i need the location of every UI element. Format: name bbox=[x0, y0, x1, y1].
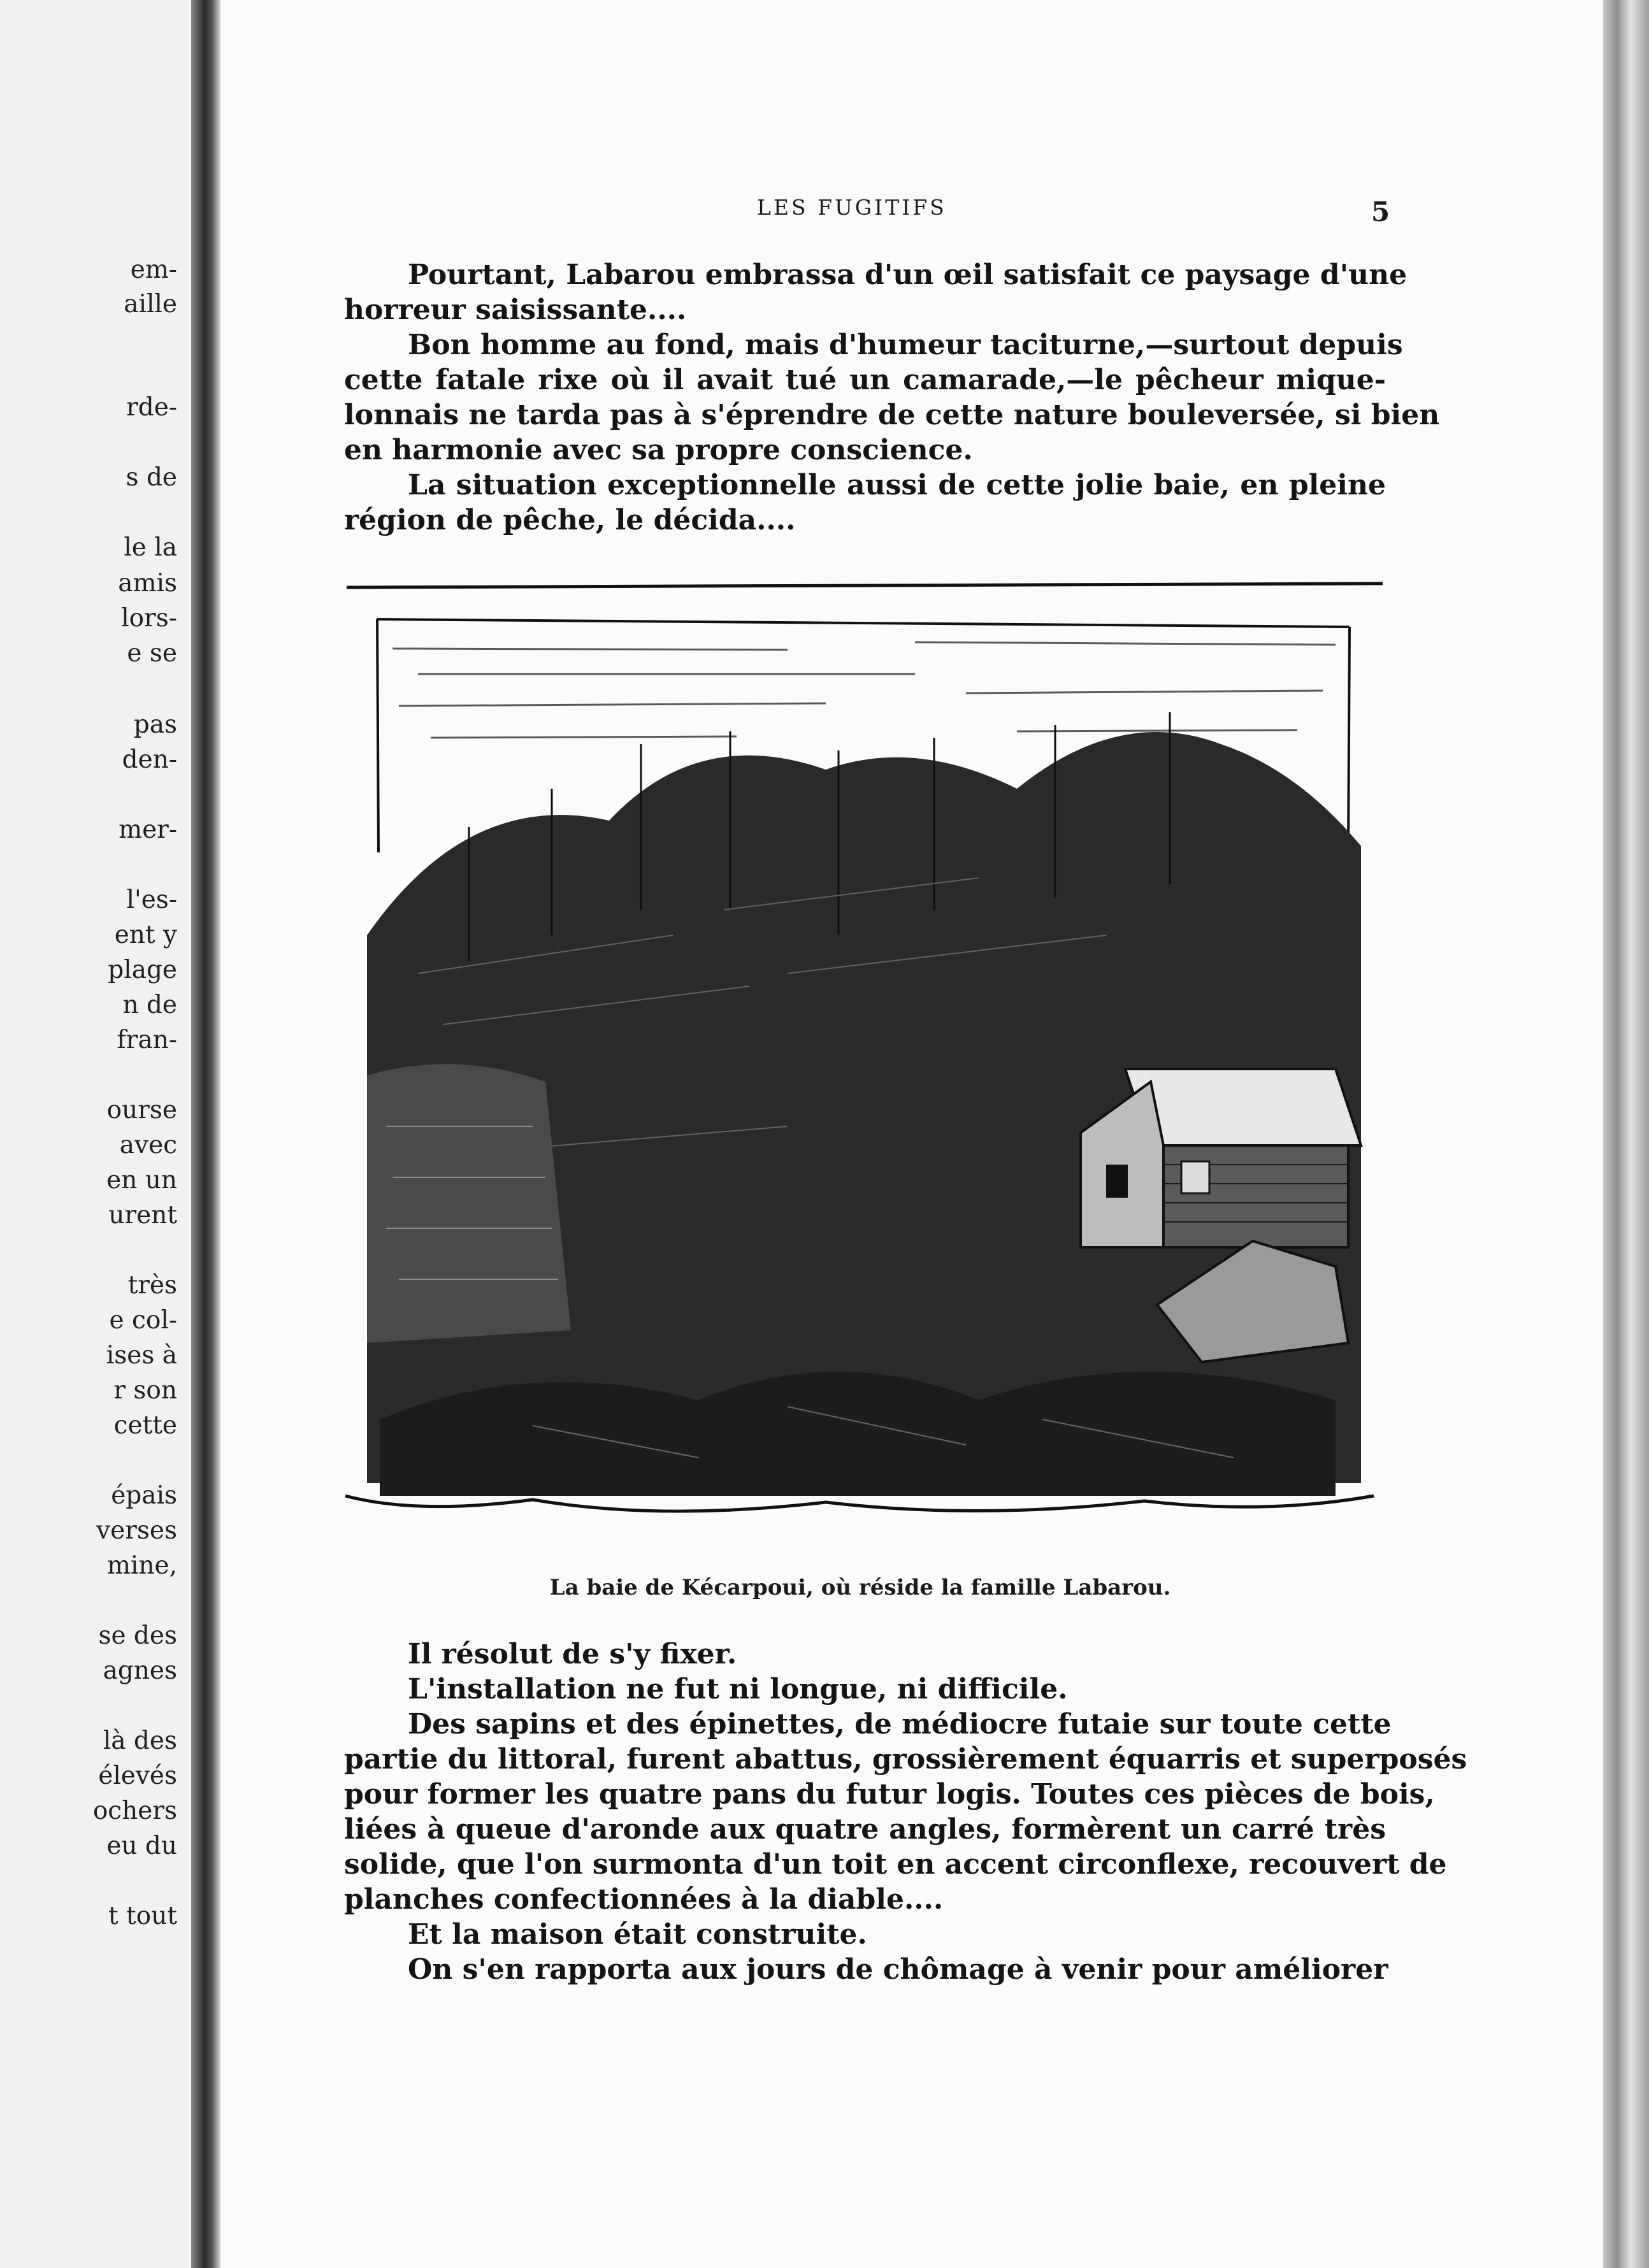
previous-page-fragment: agnes bbox=[103, 1656, 177, 1685]
illustration-caption: La baie de Kécarpoui, où réside la famille Labarou. bbox=[549, 1575, 1171, 1600]
previous-page-fragment: e se bbox=[127, 639, 177, 668]
previous-page-fragment: avec bbox=[119, 1131, 177, 1159]
previous-page-fragment: là des bbox=[103, 1726, 177, 1755]
text-line: lonnais ne tarda pas à s'éprendre de cette nature bouleversée, si bien bbox=[344, 399, 1440, 431]
previous-page-fragment: t tout bbox=[108, 1902, 177, 1930]
text-line: Bon homme au fond, mais d'humeur taciturne,—surtout depuis bbox=[408, 329, 1403, 361]
previous-page bbox=[0, 0, 203, 2268]
previous-page-fragment: s de bbox=[126, 463, 177, 492]
text-line: Il résolut de s'y fixer. bbox=[408, 1638, 737, 1670]
previous-page-fragment: lors- bbox=[121, 604, 177, 633]
text-line: pour former les quatre pans du futur logis. Toutes ces pièces de bois, bbox=[344, 1778, 1435, 1811]
text-line: planches confectionnées à la diable.... bbox=[344, 1883, 944, 1916]
top-paragraphs bbox=[344, 257, 1440, 538]
text-line: liées à queue d'aronde aux quatre angles, formèrent un carré très bbox=[344, 1813, 1386, 1846]
text-line: solide, que l'on surmonta d'un toit en accent circonflexe, recouvert de bbox=[344, 1848, 1447, 1881]
previous-page-fragment: plage bbox=[108, 956, 177, 984]
previous-page-fragment: élevés bbox=[98, 1762, 177, 1790]
text-line: cette fatale rixe où il avait tué un camarade,—le pêcheur mique- bbox=[344, 364, 1386, 396]
previous-page-fragment: em- bbox=[130, 255, 177, 284]
previous-page-fragment: se des bbox=[98, 1621, 177, 1650]
previous-page-fragment: rde- bbox=[126, 393, 177, 422]
previous-page-fragment: épais bbox=[111, 1481, 177, 1510]
previous-page-fragment: mine, bbox=[106, 1551, 177, 1580]
previous-page-fragment: ourse bbox=[106, 1096, 177, 1124]
previous-page-fragment: amis bbox=[118, 569, 177, 598]
previous-page-fragment: cette bbox=[113, 1411, 177, 1440]
engraving-illustration bbox=[342, 578, 1386, 1534]
previous-page-fragment: le la bbox=[124, 533, 177, 562]
previous-page-fragment: ises à bbox=[106, 1341, 177, 1370]
previous-page-fragment: den- bbox=[122, 745, 177, 774]
running-title: LES FUGITIFS bbox=[757, 195, 947, 220]
text-line: On s'en rapporta aux jours de chômage à venir pour améliorer bbox=[408, 1953, 1388, 1986]
text-line: partie du littoral, furent abattus, grossièrement équarris et superposés bbox=[344, 1743, 1467, 1776]
text-line: horreur saisissante.... bbox=[344, 294, 687, 326]
bottom-paragraphs bbox=[344, 1637, 1467, 1987]
previous-page-fragment: très bbox=[127, 1271, 177, 1300]
previous-page-fragment: ochers bbox=[92, 1797, 177, 1825]
previous-page-fragment: r son bbox=[113, 1376, 177, 1405]
text-line: La situation exceptionnelle aussi de cette jolie baie, en pleine bbox=[408, 469, 1386, 501]
previous-page-fragment: verses bbox=[96, 1516, 177, 1545]
previous-page-fragment: l'es- bbox=[126, 886, 177, 914]
page-edge bbox=[1603, 0, 1649, 2268]
text-line: en harmonie avec sa propre conscience. bbox=[344, 434, 973, 466]
previous-page-fragment: fran- bbox=[117, 1026, 177, 1054]
previous-page-fragment: aille bbox=[124, 290, 177, 319]
previous-page-fragment: ent y bbox=[114, 921, 177, 949]
previous-page-fragment: e col- bbox=[109, 1306, 177, 1335]
text-line: région de pêche, le décida.... bbox=[344, 504, 796, 536]
previous-page-fragment: mer- bbox=[119, 815, 177, 844]
text-line: Pourtant, Labarou embrassa d'un œil satisfait ce paysage d'une bbox=[408, 259, 1408, 291]
previous-page-fragment: n de bbox=[122, 991, 177, 1019]
text-line: Des sapins et des épinettes, de médiocre futaie sur toute cette bbox=[408, 1708, 1392, 1740]
previous-page-fragment: eu du bbox=[106, 1832, 177, 1860]
previous-page-fragment: en un bbox=[106, 1166, 177, 1195]
text-line: Et la maison était construite. bbox=[408, 1918, 867, 1951]
book-gutter bbox=[191, 0, 220, 2268]
previous-page-fragment: pas bbox=[133, 710, 177, 739]
text-line: L'installation ne fut ni longue, ni difficile. bbox=[408, 1673, 1068, 1705]
page-number: 5 bbox=[1371, 196, 1390, 227]
previous-page-fragment: urent bbox=[108, 1201, 177, 1230]
